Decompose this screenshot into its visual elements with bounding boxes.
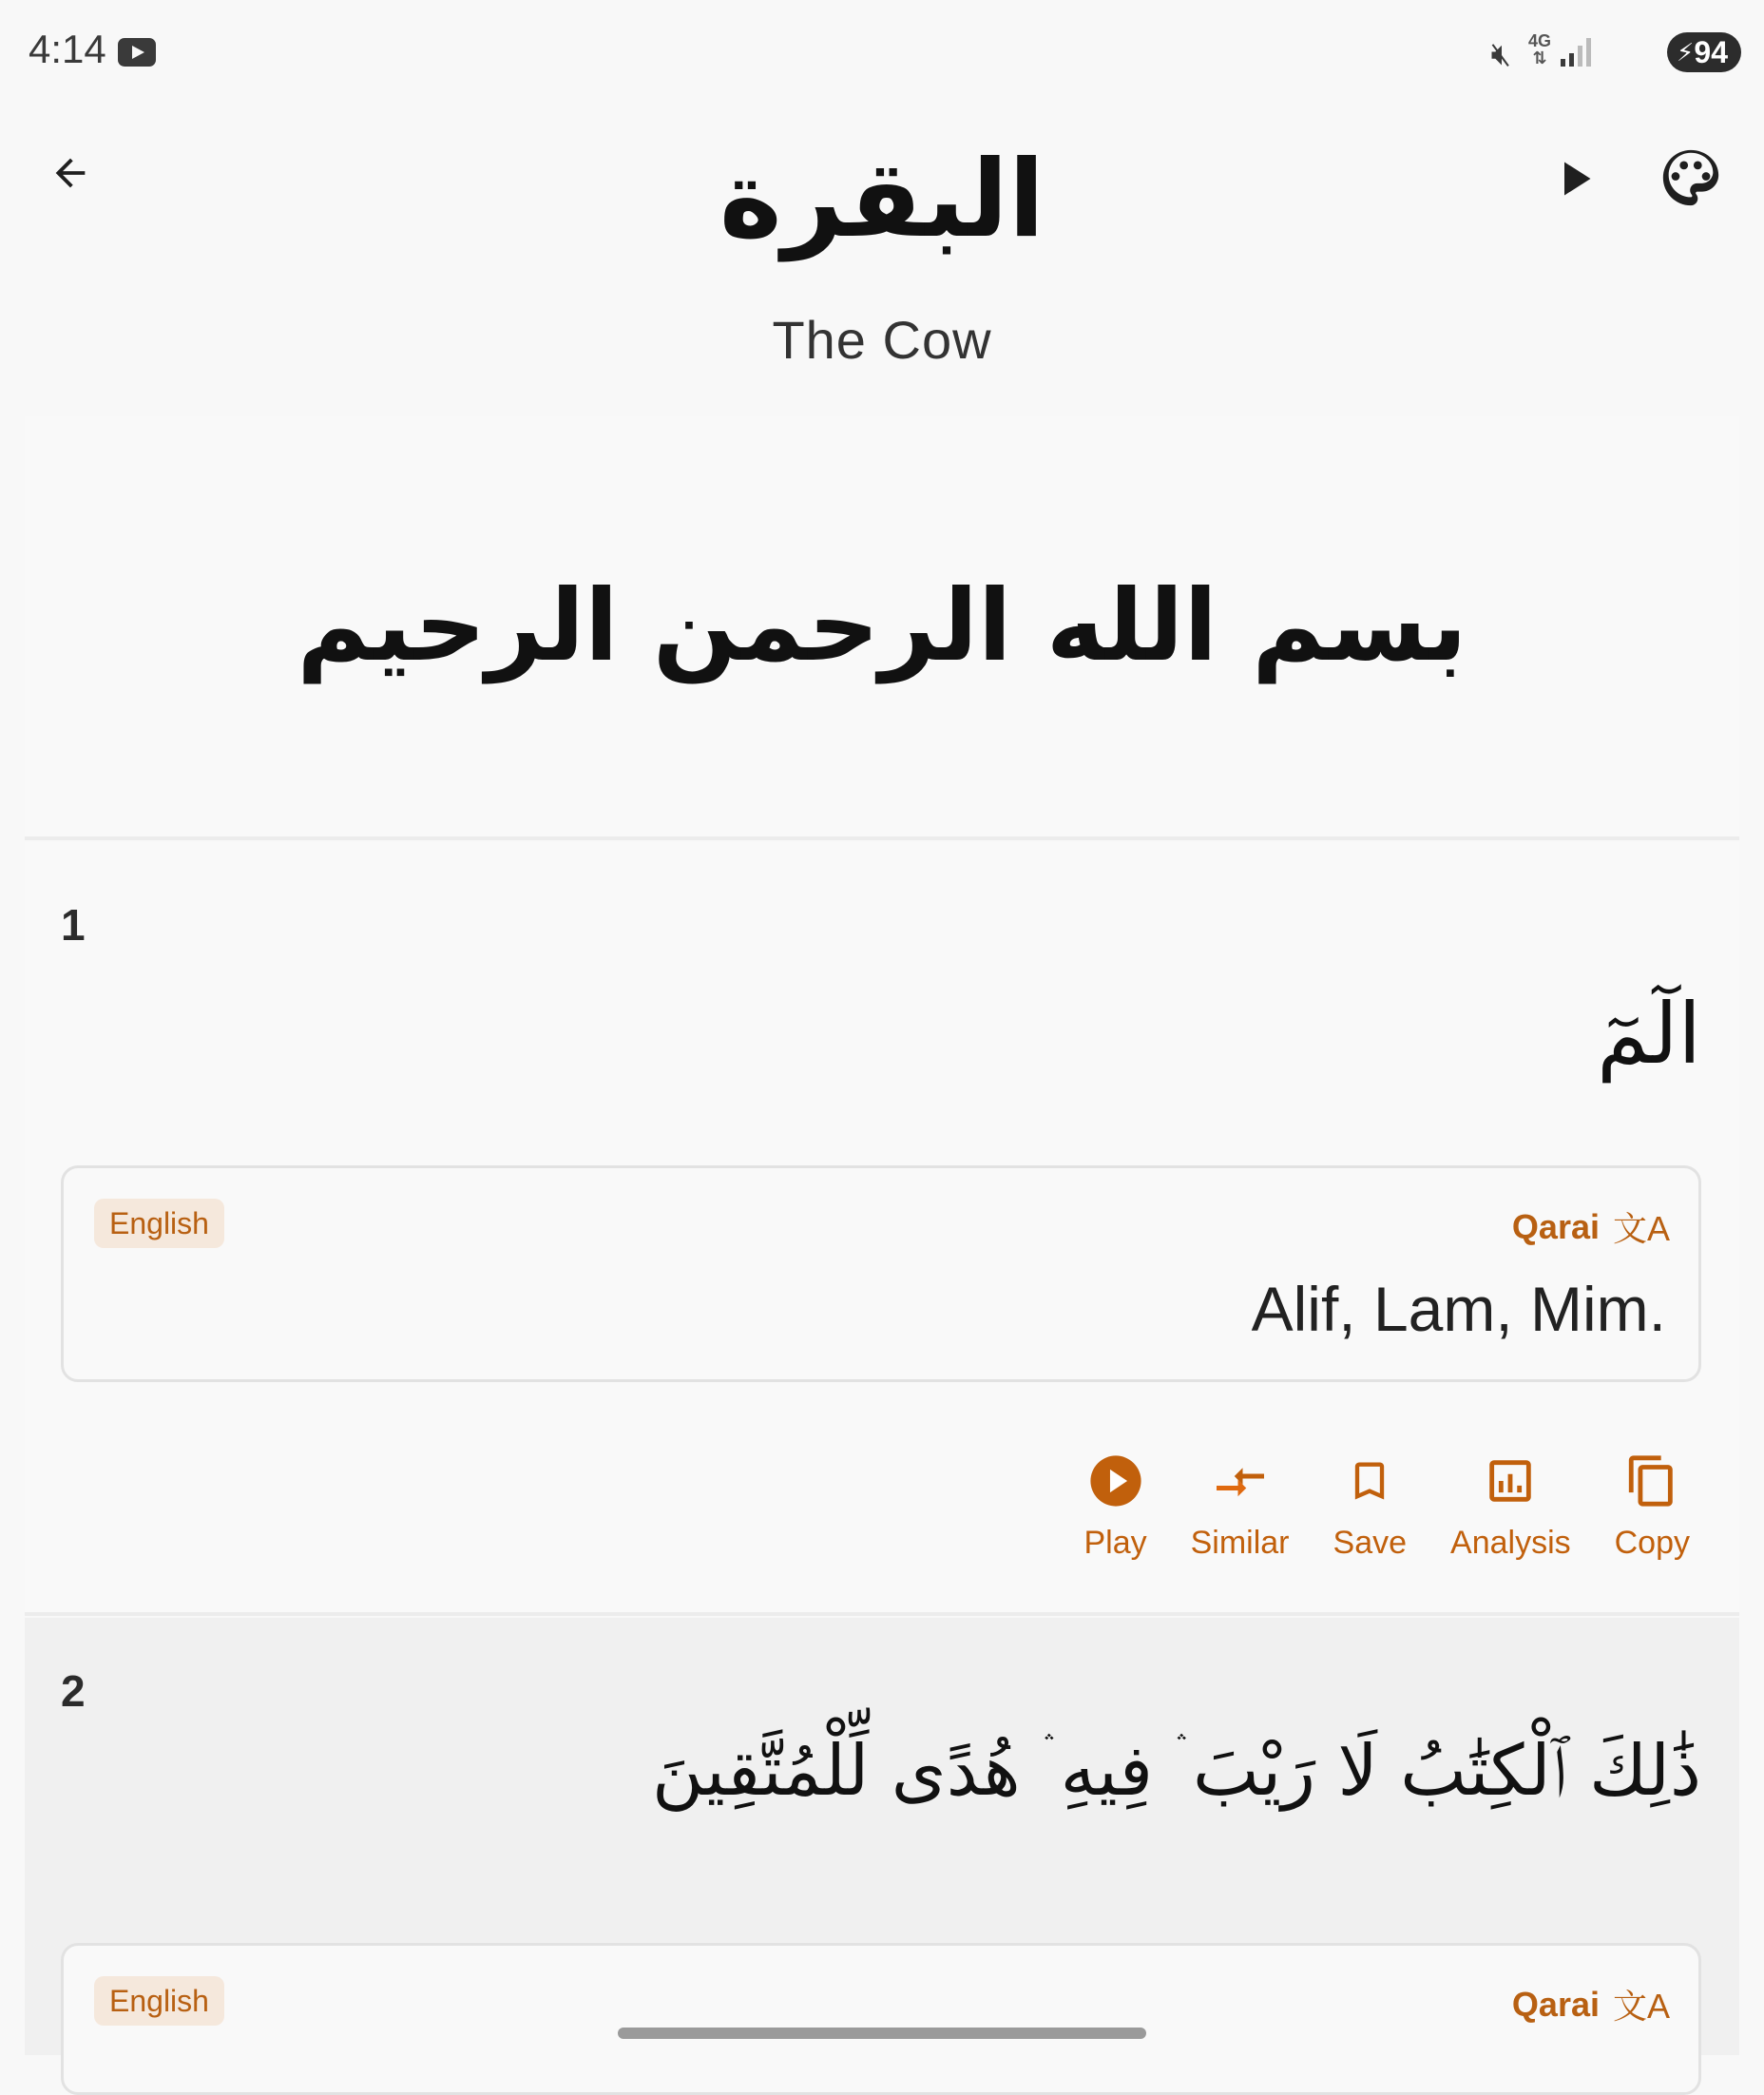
play-icon [1545,150,1602,207]
translator-name: Qarai [1511,1206,1600,1246]
verse-arabic-text: ذَٰلِكَ ٱلْكِتَٰبُ لَا رَيْبَ ۛ فِيهِ ۛ هُدًى لِّلْمُتَّقِينَ [652,1730,1701,1812]
battery-indicator [1667,32,1741,72]
battery-level: 94 [1694,35,1728,69]
verse-number: 2 [61,1666,86,1716]
verse-card[interactable] [25,842,1739,1612]
similar-label: Similar [1190,1525,1290,1561]
translation-box [61,1943,1701,2095]
similar-button[interactable] [1191,1451,1290,1562]
bismillah-calligraphy: بسم الله الرحمن الرحيم [297,567,1467,683]
surah-title-english: The Cow [772,310,992,370]
play-verse-button[interactable] [1083,1451,1146,1562]
verse-card[interactable] [25,1618,1739,2055]
language-chip[interactable]: English [94,1199,224,1248]
compare-arrows-icon [1212,1452,1269,1509]
translation-text: Alif, Lam, Mim. [1251,1274,1666,1344]
app-header [0,105,1764,413]
network-type-label: 4G [1527,31,1551,50]
translation-box [61,1165,1701,1382]
divider [25,1612,1739,1616]
verse-actions [1040,1451,1690,1562]
translate-icon: 文A [1612,1209,1670,1248]
divider [25,836,1739,840]
bookmark-icon [1345,1453,1394,1509]
play-surah-button[interactable] [1545,150,1602,207]
signal-icon [1561,38,1591,67]
copy-button[interactable] [1615,1451,1690,1562]
save-label: Save [1333,1525,1408,1561]
mute-icon: 🔇︎ [1490,36,1511,72]
save-button[interactable] [1333,1451,1408,1562]
play-label: Play [1083,1525,1147,1561]
analysis-label: Analysis [1450,1525,1571,1561]
charging-icon: ⚡︎ [1677,38,1695,67]
translator-selector[interactable] [1512,1202,1670,1251]
youtube-notification-icon [118,38,156,67]
verse-number: 1 [61,900,86,950]
status-time: 4:14 [29,27,106,71]
analysis-button[interactable] [1450,1451,1571,1562]
bismillah-card [25,416,1739,836]
translator-selector[interactable] [1512,1980,1670,2028]
translate-icon: 文A [1612,1987,1670,2026]
verse-arabic-text: الٓمٓ [1597,985,1701,1083]
status-bar [0,0,1764,105]
home-indicator[interactable] [618,2028,1146,2039]
translator-name: Qarai [1511,1984,1600,2024]
copy-label: Copy [1614,1525,1690,1561]
network-type-icon: 4G ⇅ [1527,31,1551,67]
theme-palette-button[interactable] [1658,144,1724,211]
play-circle-icon [1088,1453,1143,1509]
language-chip[interactable]: English [94,1976,224,2026]
surah-title-arabic: البقرة [719,138,1045,261]
analytics-icon [1483,1453,1538,1509]
palette-icon [1658,144,1724,211]
copy-icon [1624,1451,1679,1510]
